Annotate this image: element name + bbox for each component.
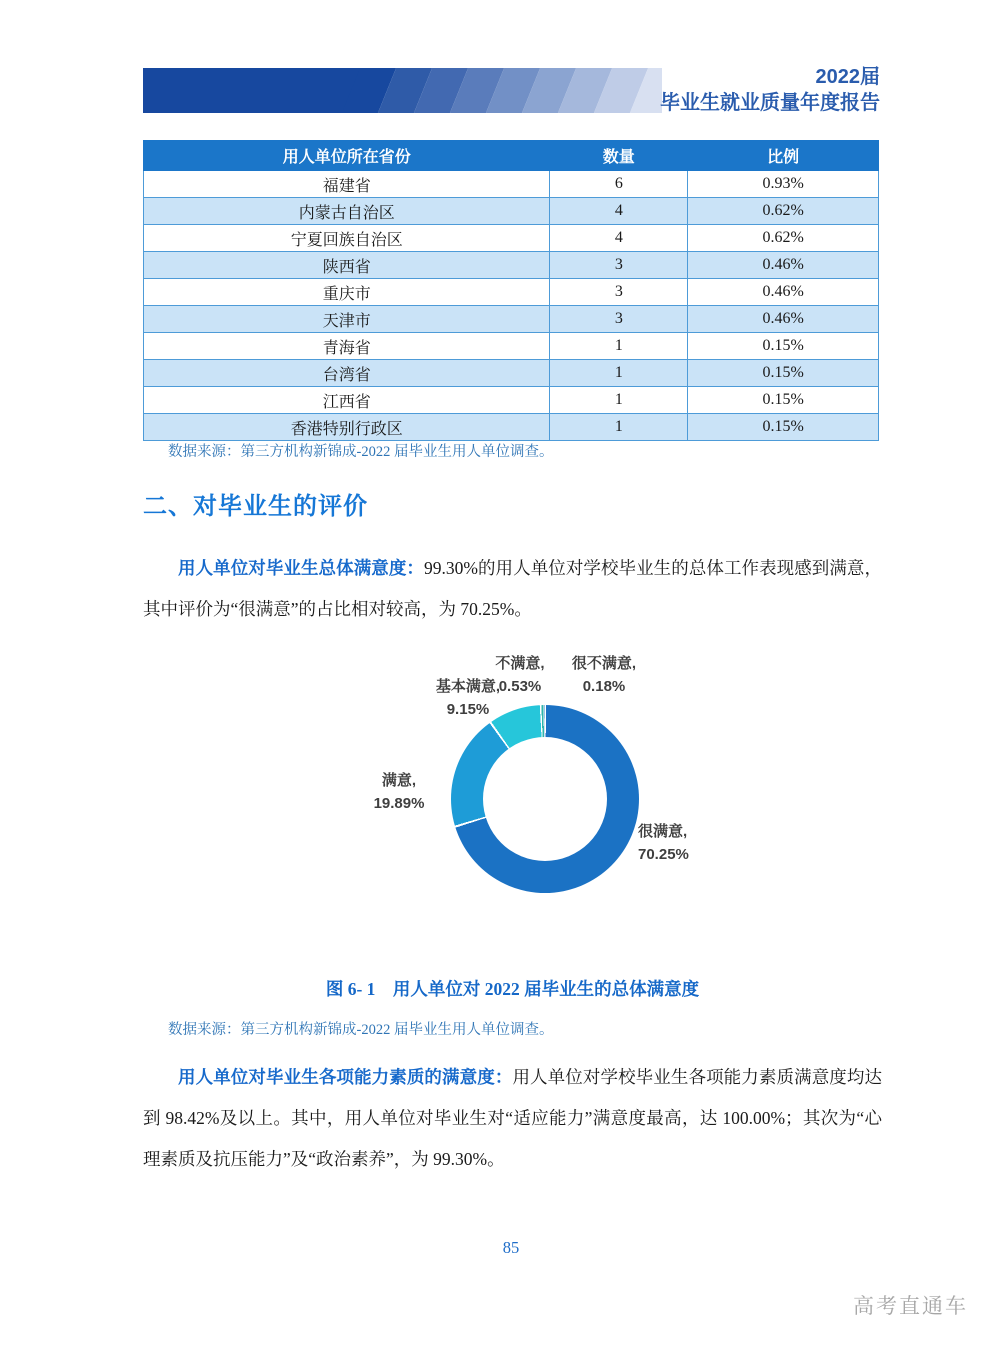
table-row: 重庆市 3 0.46% <box>144 279 879 306</box>
paragraph-overall-satisfaction <box>143 548 882 630</box>
table-row: 陕西省 3 0.46% <box>144 252 879 279</box>
header-year: 2022届 <box>815 66 880 88</box>
table-row: 香港特别行政区 1 0.15% <box>144 414 879 441</box>
table-row: 宁夏回族自治区 4 0.62% <box>144 225 879 252</box>
chart-label-very-satisfied: 很满意, 70.25% <box>638 823 689 863</box>
donut-hole <box>483 737 607 861</box>
report-header-title <box>560 64 880 116</box>
col-header-ratio: 比例 <box>688 141 879 171</box>
table-row: 台湾省 1 0.15% <box>144 360 879 387</box>
table-row: 青海省 1 0.15% <box>144 333 879 360</box>
data-source-note: 数据来源：第三方机构新锦成-2022 届毕业生用人单位调查。 <box>168 444 554 460</box>
page-number: 85 <box>502 1238 520 1257</box>
paragraph-lead: 用人单位对毕业生各项能力素质的满意度： <box>178 1067 513 1087</box>
paragraph-body: 99.30%的用人单位对学校毕业生的总体工作表现感到满意，其中评价为“很满意”的占比相对较高，为 70.25%。 <box>143 558 883 619</box>
paragraph-ability-satisfaction <box>143 1057 882 1180</box>
table-row: 江西省 1 0.15% <box>144 387 879 414</box>
header-report-name: 毕业生就业质量年度报告 <box>660 92 880 114</box>
paragraph-lead: 用人单位对毕业生总体满意度： <box>178 558 424 578</box>
chart-label-satisfied: 满意, 19.89% <box>373 772 425 812</box>
section-heading: 二、对毕业生的评价 <box>143 493 368 520</box>
watermark-text: 高考直通车 <box>853 1295 968 1318</box>
table-row: 天津市 3 0.46% <box>144 306 879 333</box>
table-header-row <box>144 141 879 171</box>
chart-label-very-dissatisfied: 很不满意, 0.18% <box>571 655 637 695</box>
chart-label-dissatisfied: 不满意, 0.53% <box>495 655 545 695</box>
figure-caption: 图 6- 1 用人单位对 2022 届毕业生的总体满意度 <box>325 979 700 999</box>
data-source-note: 数据来源：第三方机构新锦成-2022 届毕业生用人单位调查。 <box>168 1022 554 1038</box>
col-header-province: 用人单位所在省份 <box>144 141 550 171</box>
paragraph-body: 用人单位对学校毕业生各项能力素质满意度均达到 98.42%及以上。其中，用人单位对毕业生对“适应能力”满意度最高，达 100.00%；其次为“心理素质及抗压能力”及“政治素养”，为 99.30%。 <box>143 1067 883 1169</box>
banner-solid-block <box>143 68 368 113</box>
col-header-count: 数量 <box>550 141 688 171</box>
table-row: 内蒙古自治区 4 0.62% <box>144 198 879 225</box>
table-row: 福建省 6 0.93% <box>144 171 879 198</box>
province-table <box>143 140 879 441</box>
chart-label-basically-satisfied: 基本满意, 9.15% <box>435 678 501 718</box>
